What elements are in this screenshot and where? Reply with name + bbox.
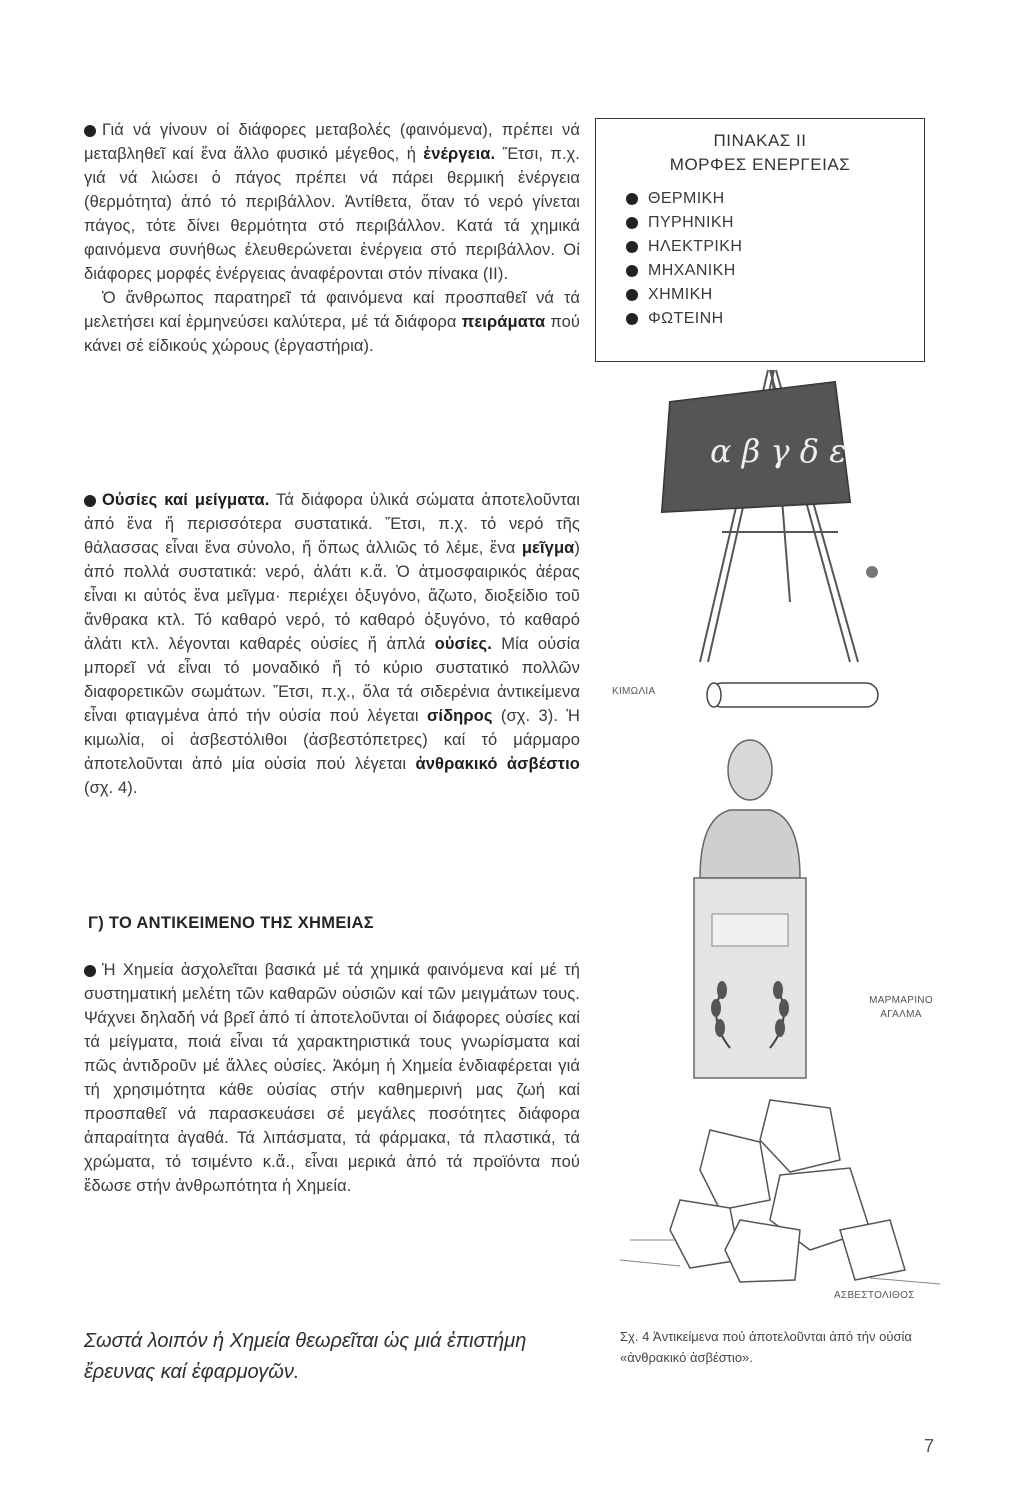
limestone-illustration xyxy=(620,1090,940,1290)
chalk-illustration xyxy=(700,680,890,710)
page-number: 7 xyxy=(924,1436,935,1456)
term-substances: οὐσίες. xyxy=(434,635,492,653)
bullet-icon xyxy=(626,265,638,277)
table-subtitle: ΜΟΡΦΕΣ ΕΝΕΡΓΕΙΑΣ xyxy=(669,155,851,174)
bullet-icon xyxy=(626,241,638,253)
term-mixture: μεῖγμα xyxy=(521,539,575,557)
label-statue: ΜΑΡΜΑΡΙΝΟ ΑΓΑΛΜΑ xyxy=(869,995,933,1020)
energy-forms-list xyxy=(626,187,924,331)
term-energy: ἐνέργεια. xyxy=(423,145,496,163)
chemistry-section xyxy=(84,958,580,1198)
intro-section xyxy=(84,118,580,358)
energy-paragraph: Γιά νά γίνουν οί διάφορες μεταβολές (φαινόμενα), πρέπει νά μεταβληθεῖ καί ἕνα ἄλλο φυσικό μέγεθος, ἡ ἐνέργεια. Ἔτσι, π.χ. γιά νά λιώσει ὁ πάγος πρέπει νά πάρει θερμική ἐνέργεια (θερμότητα) ἀπό τό περιβάλλον. Ἀντίθετα, ὅταν τό νερό γίνεται πάγος, τότε δίνει θερμότητα στό περιβάλλον. Κατά τά χημικά φαινόμενα συνήθως ἐλευθερώνεται ἐνέργεια στό περιβάλλον. Οί διάφορες μορφές ἐνέργειας ἀναφέρονται στόν πίνακα (II). xyxy=(84,121,580,283)
list-item: ΧΗΜΙΚΗ xyxy=(626,283,924,307)
blackboard-easel-illustration xyxy=(640,362,900,682)
table-title: ΠΙΝΑΚΑΣ II xyxy=(713,131,807,150)
closing-statement: Σωστά λοιπόν ἡ Χημεία θεωρεῖται ὡς μιά ἐπιστήμη ἔρευνας καί ἐφαρμογῶν. xyxy=(84,1330,527,1383)
label-chalk: ΚΙΜΩΛΙΑ xyxy=(612,686,656,697)
list-item: ΦΩΤΕΙΝΗ xyxy=(626,307,924,331)
section-heading: Γ) ΤΟ ΑΝΤΙΚΕΙΜΕΝΟ ΤΗΣ ΧΗΜΕΙΑΣ xyxy=(88,914,374,932)
chemistry-paragraph: Ἡ Χημεία ἀσχολεῖται βασικά μέ τά χημικά φαινόμενα καί μέ τή συστηματική μελέτη τῶν καθαρῶν οὐσιῶν καί τῶν μειγμάτων τους. Ψάχνει δηλαδή νά βρεῖ ἀπό τί ἀποτελοῦνται οί διάφορες οὐσίες καί τά μείγματα, ποιά εἶναι τά χαρακτηριστικά τους γνωρίσματα καί πῶς ἀντιδροῦν μέ ἄλλες οὐσίες. Ἀκόμη ἡ Χημεία ἐνδιαφέρεται γιά τή χρησιμότητα κάθε οὐσίας στήν καθημερινή μας ζωή καί προσπαθεῖ νά παρασκευάσει σέ μεγάλες ποσότητες διάφορα ἀπαραίτητα ἀγαθά. Τά λιπάσματα, τά φάρμακα, τά πλαστικά, τά χρώματα, τό τσιμέντο κ.ἄ., εἶναι μερικά ἀπό τά προϊόντα πού ἔδωσε στήν ἀνθρωπότητα ἡ Χημεία. xyxy=(84,961,580,1195)
bullet-icon xyxy=(626,313,638,325)
bullet-icon xyxy=(626,193,638,205)
blackboard-text: α β γ δ ε xyxy=(710,432,847,470)
figure-caption: Σχ. 4 Ἀντικείμενα πού ἀποτελοῦνται ἀπό τήν οὐσία «ἀνθρακικό ἀσβέστιο». xyxy=(620,1329,912,1365)
experiments-paragraph: Ὁ ἄνθρωπος παρατηρεῖ τά φαινόμενα καί προσπαθεῖ νά τά μελετήσει καί ἑρμηνεύσει καλύτερα, μέ τά διάφορα πειράματα πού κάνει σέ είδικούς χώρους (ἐργαστήρια). xyxy=(84,289,580,355)
bullet-icon xyxy=(626,289,638,301)
substances-section xyxy=(84,488,580,800)
substances-paragraph: Οὐσίες καί μείγματα. Τά διάφορα ὑλικά σώματα ἀποτελοῦνται ἀπό ἕνα ἤ περισσότερα συστατικά. Ἔτσι, π.χ. τό νερό τῆς θάλασσας εἶναι ἕνα σύνολο, ἤ ὅπως ἀλλιῶς τό λέμε, ἕνα μεῖγμα) ἀπό πολλά συστατικά: νερό, ἀλάτι κ.ἄ. Ὁ ἀτμοσφαιρικός ἀέρας εἶναι κι αὐτός ἕνα μεῖγμα· περιέχει ὀξυγόνο, ἄζωτο, διοξείδιο τοῦ ἄνθρακα κτλ. Τό καθαρό νερό, τό καθαρό ὀξυγόνο, τό καθαρό ἀλάτι κτλ. λέγονται καθαρές οὐσίες ἤ ἁπλά οὐσίες. Μία οὐσία μπορεῖ νά εἶναι τό μοναδικό ἤ τό κύριο συστατικό πολλῶν διαφορετικῶν σωμάτων. Ἔτσι, π.χ., ὅλα τά σιδερένια ἀντικείμενα εἶναι φτιαγμένα ἀπό τήν οὐσία πού λέγεται σίδηρος (σχ. 3). Ἡ κιμωλία, οἱ ἀσβεστόλιθοι (ἀσβεστόπετρες) καί τό μάρμαρο ἀποτελοῦνται ἀπό μία οὐσία πού λέγεται ἀνθρακικό ἀσβέστιο (σχ. 4). xyxy=(84,491,580,797)
term-calcium-carbonate: ἀνθρακικό ἀσβέστιο xyxy=(415,755,580,773)
energy-forms-table xyxy=(595,118,925,362)
bullet-icon xyxy=(84,125,96,137)
bullet-icon xyxy=(84,965,96,977)
term-experiments: πειράματα xyxy=(461,313,546,331)
term-iron: σίδηρος xyxy=(427,707,493,725)
bullet-icon xyxy=(84,495,96,507)
list-item: ΘΕΡΜΙΚΗ xyxy=(626,187,924,211)
list-item: ΜΗΧΑΝΙΚΗ xyxy=(626,259,924,283)
term-substances-mixtures: Οὐσίες καί μείγματα. xyxy=(102,491,270,509)
list-item: ΠΥΡΗΝΙΚΗ xyxy=(626,211,924,235)
marble-statue-illustration xyxy=(660,718,860,1088)
label-limestone: ΑΣΒΕΣΤΟΛΙΘΟΣ xyxy=(834,1290,915,1301)
list-item: ΗΛΕΚΤΡΙΚΗ xyxy=(626,235,924,259)
eraser-icon xyxy=(866,566,878,578)
bullet-icon xyxy=(626,217,638,229)
